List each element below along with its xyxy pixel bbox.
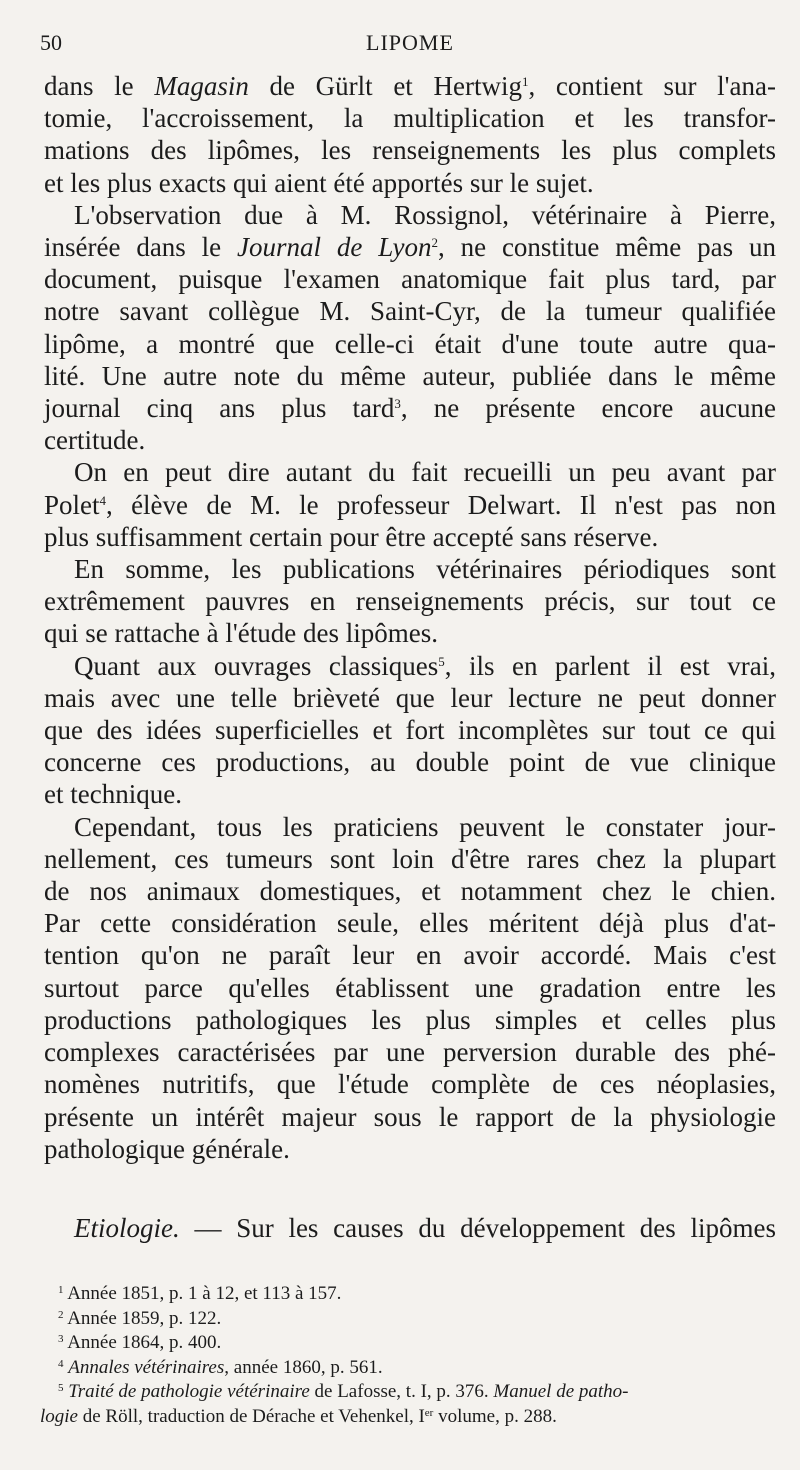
section-heading: Etiologie. [74,1213,180,1243]
text-line: nomènes nutritifs, que l'étude complète de ces néoplasies, [44,1069,776,1100]
footnote-ref: 5 [438,653,445,669]
text-line: plus suffisamment certain pour être accepté sans réserve. [44,521,659,552]
footnote-continuation: logie de Röll, traduction de Dérache et Vehenkel, Ier volume, p. 288. [40,1405,557,1427]
text-line: complexes caractérisées par une perversion durable des phé- [44,1037,776,1068]
text-line: tomie, l'accroissement, la multiplication et les transfor- [44,103,776,134]
text-line: notre savant collègue M. Saint-Cyr, de la tumeur qualifiée [44,296,776,327]
text-line: On en peut dire autant du fait recueilli un peu avant par [74,457,776,488]
page-number: 50 [40,30,62,55]
text-line: productions pathologiques les plus simples et celles plus [44,1004,776,1035]
footnote: $^4$ Annales vétérinaires, année 1860, p. 561. [58,1356,383,1378]
text-line: mais avec une telle brièveté que leur lecture ne peut donner [44,682,776,713]
footnote: $^5$ Traité de pathologie vétérinaire de Lafosse, t. I, p. 376. Manuel de patho- [58,1381,629,1402]
text-line: Cependant, tous les praticiens peuvent le constater jour- [74,811,776,842]
footnote-ref: 4 [99,492,107,508]
text-line: surtout parce qu'elles établissent une gradation entre les [44,972,776,1003]
text-line: qui se rattache à l'étude des lipômes. [44,618,438,649]
text-line: document, puisque l'examen anatomique fait plus tard, par [44,264,776,295]
text-line: certitude. [44,425,146,456]
footnote-ref: 1 [521,74,529,89]
text-line: mations des lipômes, les renseignements les plus complets [44,135,776,166]
footnote-ref: 2 [431,235,438,251]
text-line: présente un intérêt majeur sous le rapport de la physiologie [44,1101,776,1132]
text-line: L'observation due à M. Rossignol, vétérinaire à Pierre, [74,199,776,230]
text-line: tention qu'on ne paraît leur en avoir accordé. Mais c'est [44,940,776,971]
text-line: lipôme, a montré que celle-ci était d'une toute autre qua- [44,328,776,359]
text-line: et technique. [44,779,182,810]
text-line: insérée dans le Journal de Lyon$^2$, ne constitue même pas un [44,232,776,263]
page-header [40,30,780,60]
footnote: $^2$ Année 1859, p. 122. [58,1307,222,1329]
text-line: Par cette considération seule, elles méritent déjà plus d'at- [44,908,776,939]
text-line: extrêmement pauvres en renseignements précis, sur tout ce [44,586,776,617]
text-line: lité. Une autre note du même auteur, publiée dans le même [44,360,776,391]
section-etiologie: Etiologie. — Sur les causes du développement des lipômes [74,1213,776,1243]
text-line: nellement, ces tumeurs sont loin d'être rares chez la plupart [44,843,776,874]
running-title: LIPOME [366,30,454,55]
footnote: $^3$ Année 1864, p. 400. [58,1332,222,1353]
footnotes [40,1282,780,1429]
text-line: pathologique générale. [44,1133,290,1164]
text-line: dans le Magasin de Gürlt et Hertwig$^1$, contient sur l'ana- [44,71,777,101]
text-line: et les plus exacts qui aient été apportés sur le sujet. [44,167,594,198]
text-line: de nos animaux domestiques, et notamment chez le chien. [44,876,776,907]
text-line: concerne ces productions, au double point de vue clinique [44,747,776,778]
footnote: $^1$ Année 1851, p. 1 à 12, et 113 à 157. [58,1283,342,1304]
text-line: que des idées superficielles et fort incomplètes sur tout ce qui [44,715,776,746]
text-line: Polet$^4$, élève de M. le professeur Delwart. Il n'est pas non [44,489,776,520]
footnote-ref: 3 [394,396,401,412]
text-line: En somme, les publications vétérinaires périodiques sont [74,554,776,585]
text-line: Quant aux ouvrages classiques$^5$, ils en parlent il est vrai, [74,650,776,681]
text-line: journal cinq ans plus tard$^3$, ne présente encore aucune [44,393,776,424]
main-text [44,70,776,1165]
